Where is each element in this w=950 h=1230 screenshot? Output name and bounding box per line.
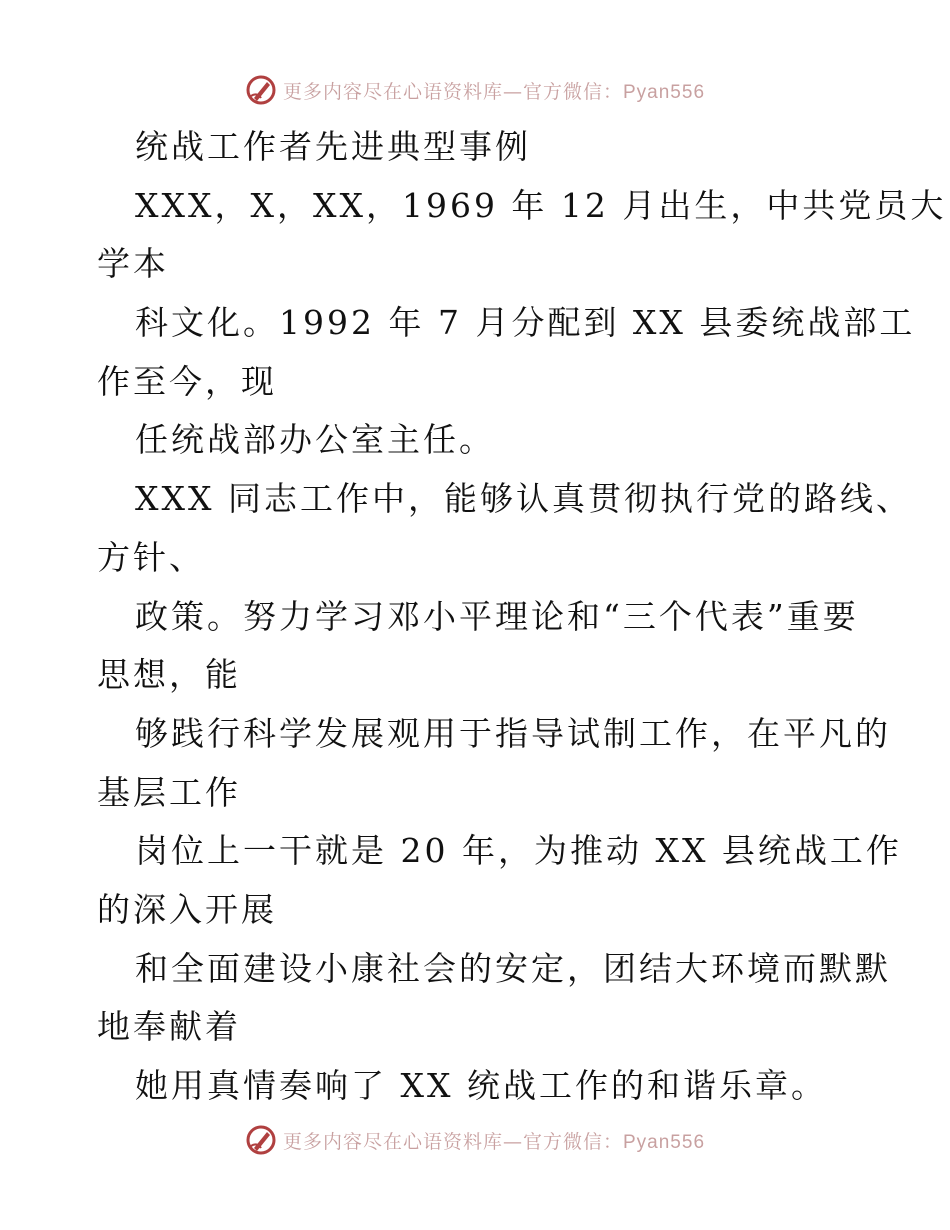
text-line: 方针、 <box>97 537 205 577</box>
text-line: XXX 同志工作中，能够认真贯彻执行党的路线、 <box>135 479 912 519</box>
pen-logo-icon <box>245 74 277 106</box>
wechat-id: Pyan556 <box>623 81 706 103</box>
banner-text: 更多内容尽在心语资料库—官方微信：Pyan556 <box>282 80 706 103</box>
text-line: 思想，能 <box>97 655 241 695</box>
document-body <box>97 118 947 1116</box>
text-line: 基层工作 <box>97 772 241 812</box>
pen-logo-icon <box>245 1124 277 1156</box>
text-line: 政策。努力学习邓小平理论和“三个代表”重要 <box>135 596 859 636</box>
text-line: XXX，X，XX，1969 年 12 月出生，中共党员大 <box>135 185 947 225</box>
footer-banner <box>0 1120 950 1160</box>
text-line: 地奉献着 <box>97 1007 241 1047</box>
text-line: 的深入开展 <box>97 889 277 929</box>
document-title: 统战工作者先进典型事例 <box>135 127 531 166</box>
text-line: 她用真情奏响了 XX 统战工作的和谐乐章。 <box>135 1066 827 1105</box>
text-line: 作至今，现 <box>97 361 277 401</box>
text-line: 学本 <box>97 244 169 284</box>
wechat-id: Pyan556 <box>623 1131 706 1153</box>
text-line: 够践行科学发展观用于指导试制工作，在平凡的 <box>135 713 891 753</box>
header-banner <box>0 70 950 110</box>
text-line: 岗位上一干就是 20 年，为推动 XX 县统战工作 <box>135 831 902 871</box>
text-line: 和全面建设小康社会的安定，团结大环境而默默 <box>135 948 891 988</box>
banner-text: 更多内容尽在心语资料库—官方微信：Pyan556 <box>282 1130 706 1153</box>
text-line: 任统战部办公室主任。 <box>135 420 495 460</box>
text-line: 科文化。1992 年 7 月分配到 XX 县委统战部工 <box>135 303 916 343</box>
